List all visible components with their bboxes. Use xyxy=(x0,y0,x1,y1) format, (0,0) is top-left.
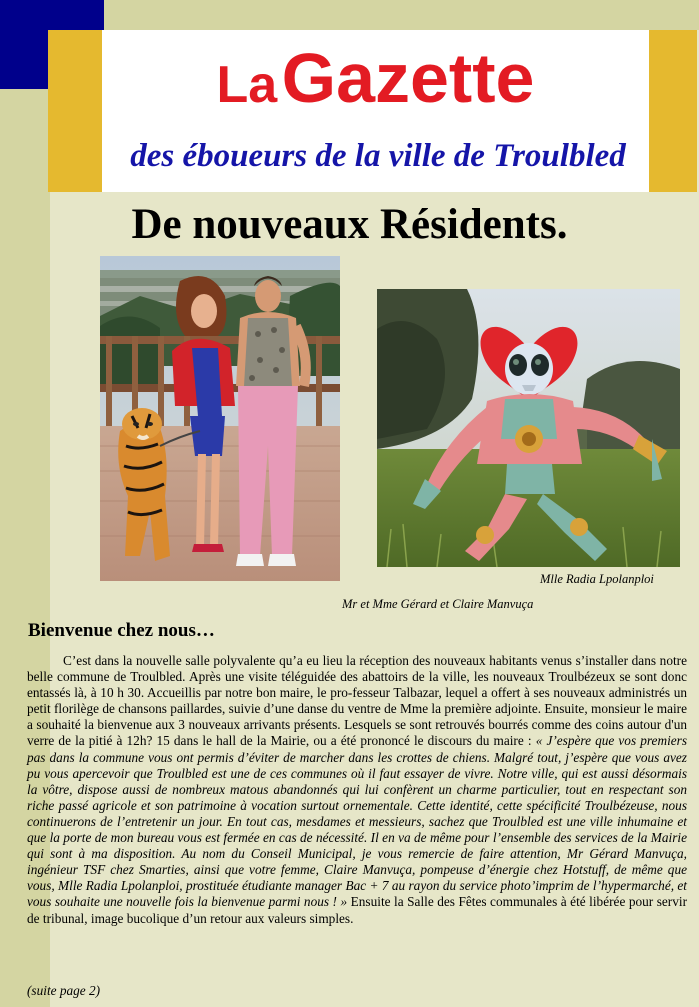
top-decorative-band xyxy=(0,0,699,30)
article-outro-text: Ensuite la Salle des Fêtes communales à été libérée pour servir de tribunal, image bucolique d’un retour aux valeurs simples. xyxy=(27,894,688,926)
masthead-title xyxy=(102,38,649,118)
article-intro-text: C’est dans la nouvelle salle polyvalente qu’a eu lieu la réception des nouveaux habitants venus s’installer dans notre belle commune de Troulbled. Après une visite téléguidée des abattoirs de la ville, les nouveaux Troulbézeux se sont donc entassés là, à 10 h 30. Accueillis par notre bon maire, le pro-fesseur Talbazar, lequel a offert à ses nouveaux administrés un petit florilège de chansons paillardes, suivie d’une danse du ventre de Mme la première adjointe. Ensuite, monsieur le maire a souhaité la bienvenue aux 3 nouveaux arrivants présents. Lesquels se sont retrouvés bourrés comme des coins autour d'un verre de la pitié à 12h? 15 dans le hall de la Mairie, ou a été prononcé le discours du maire : xyxy=(27,653,687,749)
article-paragraph xyxy=(27,653,687,927)
masthead-subtitle: des éboueurs de la ville de Troulbled xyxy=(130,138,626,174)
couple-photo-caption: Mr et Mme Gérard et Claire Manvuça xyxy=(342,597,534,611)
page-headline: De nouveaux Résidents. xyxy=(131,201,568,248)
masthead-panel xyxy=(102,30,649,192)
masthead-title-gazette: Gazette xyxy=(281,39,535,117)
article-heading: Bienvenue chez nous… xyxy=(28,620,215,641)
article-body xyxy=(27,653,687,927)
radia-photo-illustration xyxy=(377,289,680,567)
masthead-title-la: La xyxy=(216,56,278,114)
continuation-note[interactable]: (suite page 2) xyxy=(27,983,101,998)
radia-costume-photo xyxy=(377,289,680,567)
mayor-speech-quote: « J’espère que vos premiers pas dans la commune vous ont permis d’éviter de marcher dans les crottes de chiens. Malgré tout, j’espère que vous avez pu vous apercevoir que Troulbled est une de ces communes où il faut essayer de vivre. Notre ville, qui est aussi désormais la vôtre, dispose aussi de nombreux matous abandonnés qui lui confèrent un charme particulier, tout en respectant son riche passé agricole et son patrimoine à vocation surtout ornementale. Cette identité, cette spécificité Troulbézeuse, nous continuerons de l’entretenir un jour. En tout cas, mesdames et messieurs, sachez que Troulbled est une ville inhumaine et que la porte de mon bureau vous est fermée en cas de nécessité. Il en va de même pour l’ensemble des services de la Mairie qui sont à ma disposition. Au nom du Conseil Municipal, je vous remercie de faire attention, Mr Gérard Manvuça, ingénieur TSF chez Smarties, ainsi que votre femme, Claire Manvuça, pompeuse d’énergie chez Hotstuff, de même que vous, Mlle Radia Lpolanploi, prostituée étudiante manager Bac + 7 au rayon du service photo’imprim de l’hypermarché, et vous souhaite une nouvelle fois la bienvenue parmi nous ! » xyxy=(27,733,688,910)
couple-photo-illustration xyxy=(100,256,340,581)
masthead-banner xyxy=(48,30,697,192)
radia-photo-caption: Mlle Radia Lpolanploi xyxy=(540,572,654,586)
couple-with-tiger-photo xyxy=(100,256,340,581)
